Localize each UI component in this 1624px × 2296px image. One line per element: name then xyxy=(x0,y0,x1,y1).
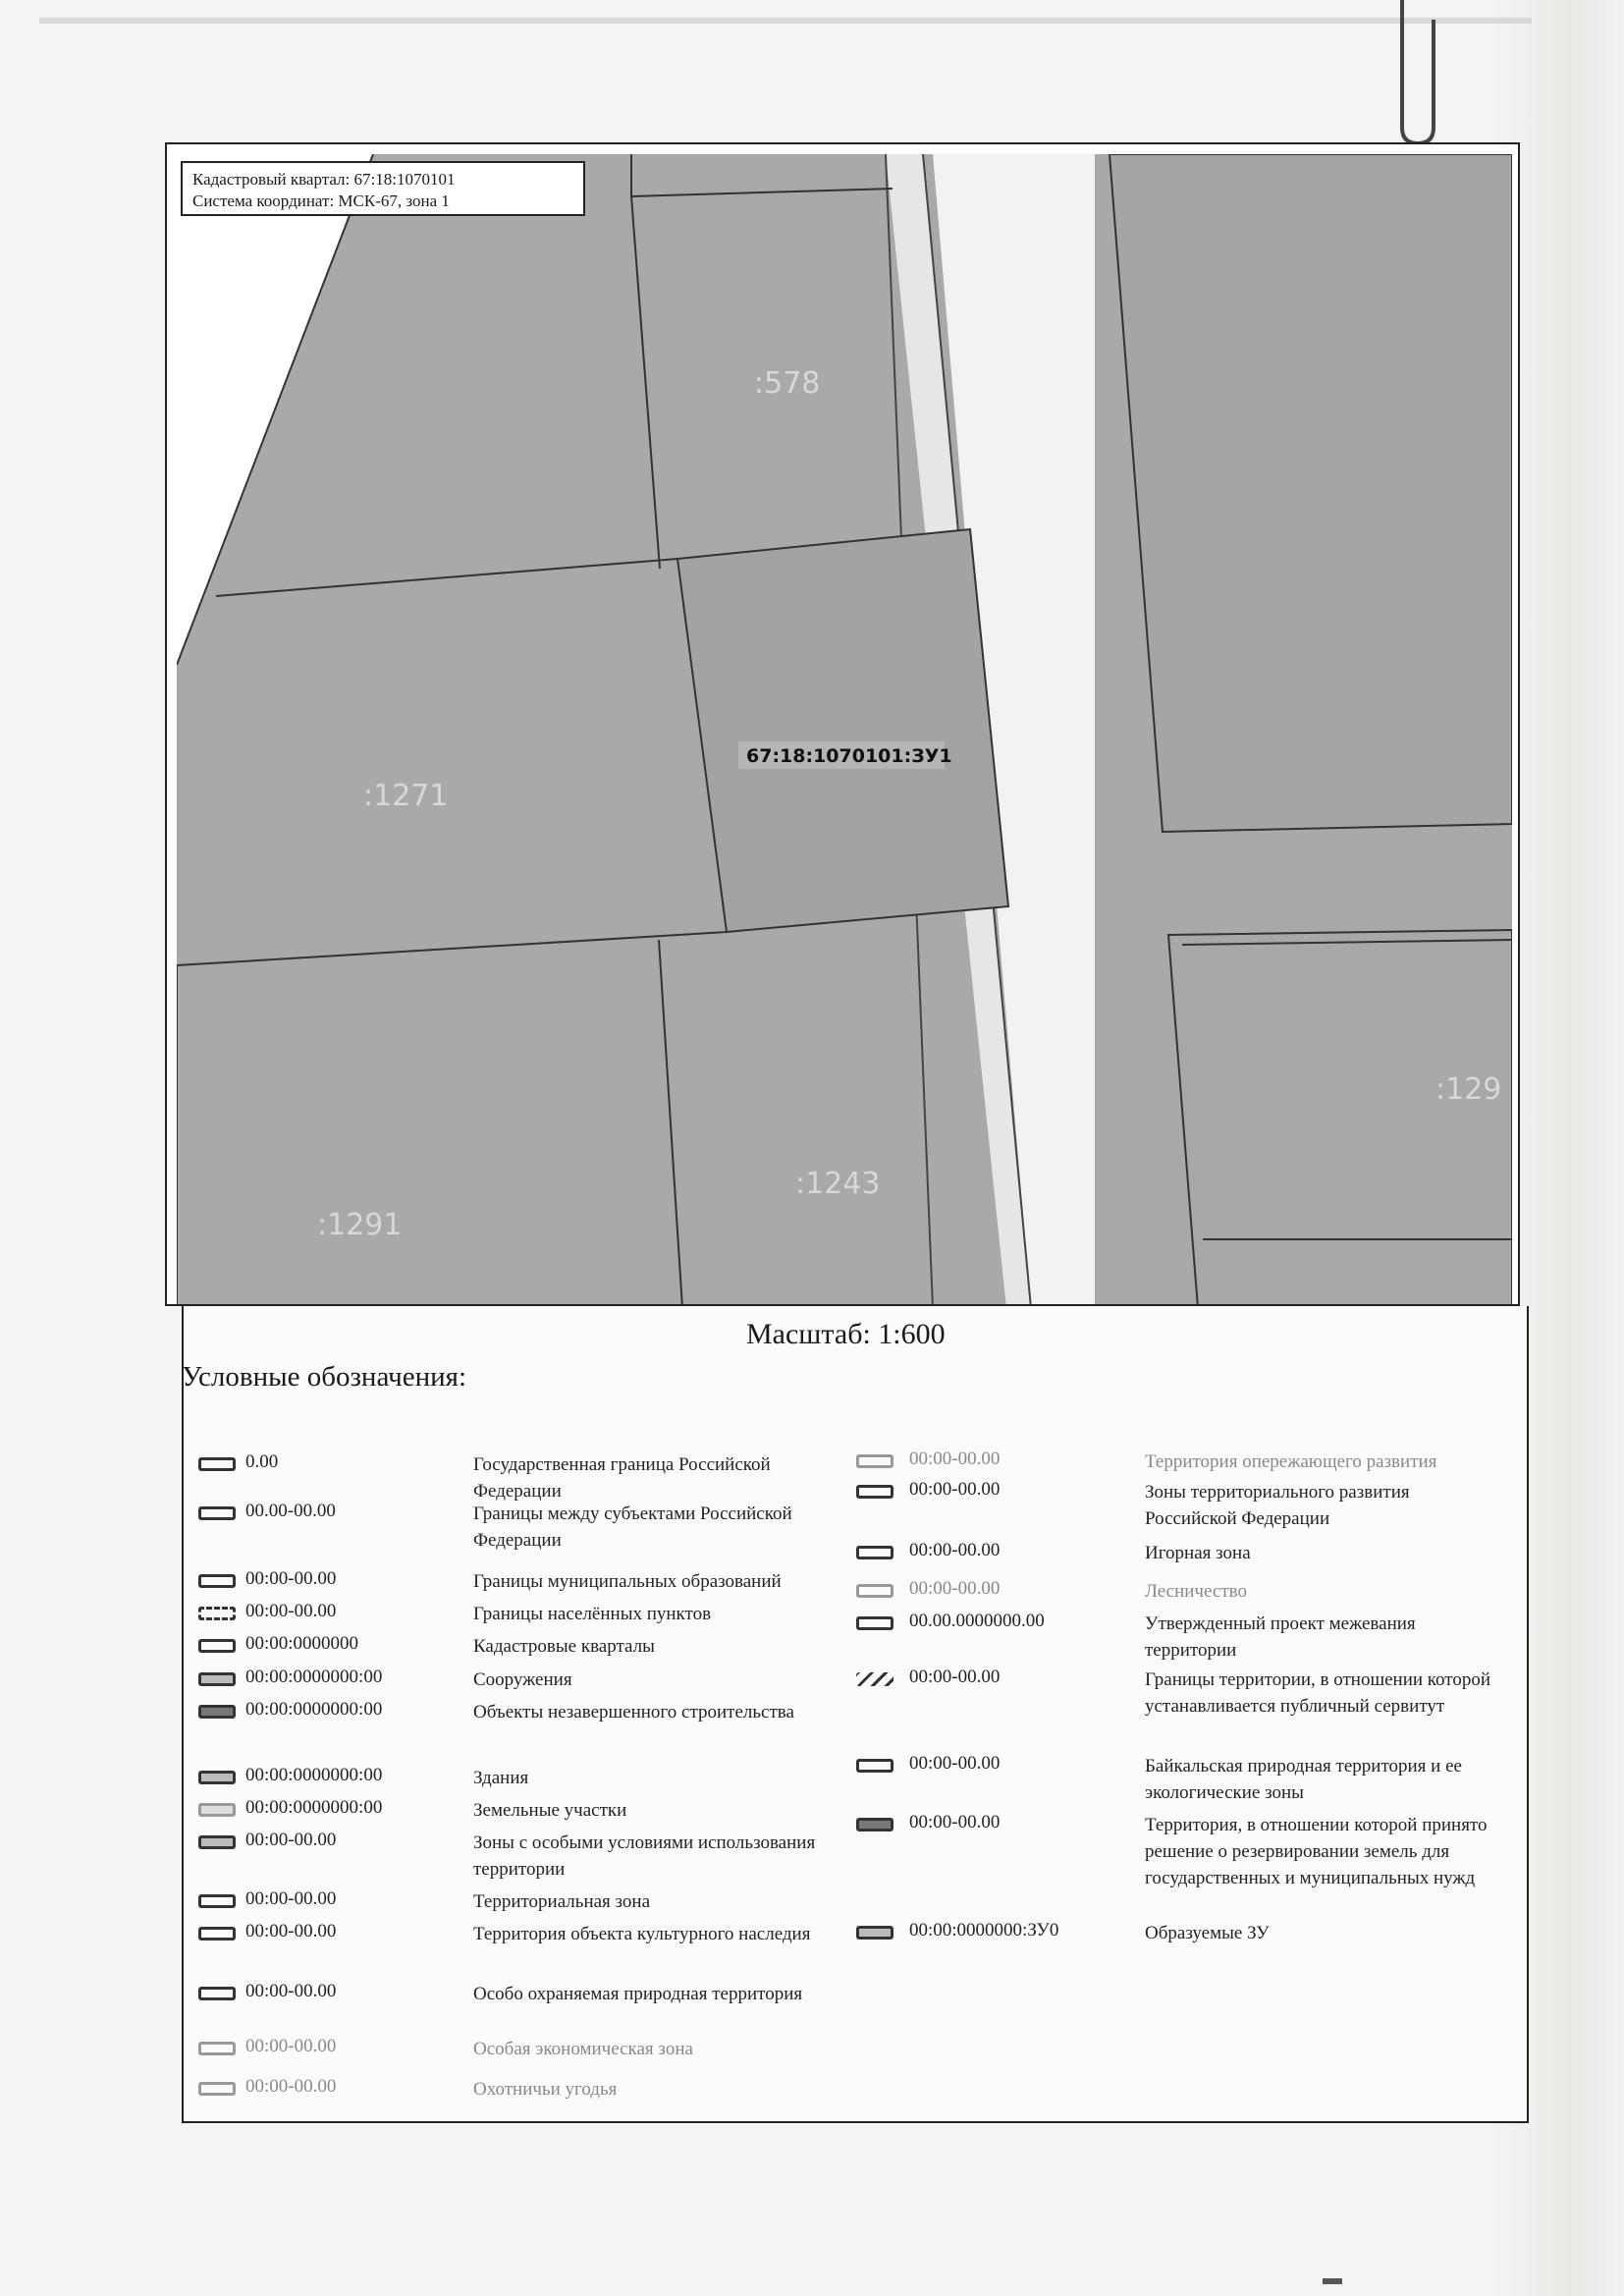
legend-symbol-icon xyxy=(198,1771,236,1784)
coords-text: Система координат: МСК-67, зона 1 xyxy=(192,191,450,210)
map-frame xyxy=(165,142,1520,1306)
legend-code: 00:00-00.00 xyxy=(909,1479,1001,1500)
legend-description: Кадастровые кварталы xyxy=(473,1636,655,1657)
legend-symbol-icon xyxy=(856,1546,893,1559)
legend-symbol-icon xyxy=(856,1818,893,1831)
legend-description: Территория опережающего развития xyxy=(1145,1451,1437,1472)
legend-symbol-icon xyxy=(856,1926,893,1940)
legend-code: 00:00-00.00 xyxy=(909,1540,1001,1560)
paper-edge xyxy=(39,18,1532,24)
legend-code: 00.00.0000000.00 xyxy=(909,1611,1045,1631)
legend-code: 00:00:0000000:00 xyxy=(245,1797,383,1818)
legend-code: 00:00-00.00 xyxy=(245,1981,337,2001)
legend-title: Условные обозначения: xyxy=(182,1361,467,1393)
legend-description: Границы территории, в отношении которой устанавливается публичный сервитут xyxy=(1145,1669,1491,1717)
legend-description: Зоны с особыми условиями использования территории xyxy=(473,1832,816,1880)
legend-description: Сооружения xyxy=(473,1669,572,1690)
legend-description: Особо охраняемая природная территория xyxy=(473,1984,803,2004)
legend-symbol-icon xyxy=(198,1705,236,1719)
scale-text: Масштаб: 1:600 xyxy=(746,1318,946,1350)
legend-symbol-icon xyxy=(198,1639,236,1653)
legend-symbol-icon xyxy=(198,1574,236,1588)
legend-description: Объекты незавершенного строительства xyxy=(473,1702,794,1722)
legend-code: 00:00-00.00 xyxy=(245,2036,337,2056)
legend-description: Байкальская природная территория и ее экологические зоны xyxy=(1145,1756,1462,1803)
legend-code: 00:00-00.00 xyxy=(245,2076,337,2097)
legend-code: 0.00 xyxy=(245,1451,279,1472)
legend-description: Охотничьи угодья xyxy=(473,2079,618,2100)
legend-code: 00:00-00.00 xyxy=(909,1578,1001,1599)
legend-code: 00:00-00.00 xyxy=(909,1667,1001,1687)
legend-symbol-icon xyxy=(198,1672,236,1686)
legend-description: Зоны территориального развития Российской Федерации xyxy=(1145,1482,1410,1529)
legend-code: 00:00:0000000:00 xyxy=(245,1765,383,1785)
legend-symbol-icon xyxy=(198,2042,236,2055)
legend-code: 00:00-00.00 xyxy=(245,1601,337,1621)
legend-code: 00:00-00.00 xyxy=(245,1568,337,1589)
legend-symbol-icon xyxy=(856,1485,893,1499)
legend-description: Государственная граница Российской Федерации xyxy=(473,1454,771,1502)
map-info-box xyxy=(181,161,585,216)
legend-description: Лесничество xyxy=(1145,1581,1247,1602)
parcel-label: :1243 xyxy=(795,1167,881,1201)
legend-description: Земельные участки xyxy=(473,1800,627,1821)
legend-symbol-icon xyxy=(856,1616,893,1630)
legend-symbol-icon xyxy=(198,1607,236,1620)
legend-description: Образуемые ЗУ xyxy=(1145,1923,1270,1943)
legend-symbol-icon xyxy=(198,1506,236,1520)
legend-symbol-icon xyxy=(198,1987,236,2000)
legend-symbol-icon xyxy=(198,1457,236,1471)
legend-code: 00:00-00.00 xyxy=(245,1921,337,1941)
scan-mark xyxy=(1323,2278,1342,2284)
legend-symbol-icon xyxy=(198,1835,236,1849)
legend-symbol-icon xyxy=(198,1927,236,1941)
legend-description: Особая экономическая зона xyxy=(473,2039,693,2059)
parcel-label: :1271 xyxy=(363,779,449,813)
legend-code: 00:00-00.00 xyxy=(245,1888,337,1909)
legend-symbol-icon xyxy=(198,1894,236,1908)
parcel-label: :129 xyxy=(1435,1072,1502,1107)
legend-code: 00:00:0000000 xyxy=(245,1633,359,1654)
legend-symbol-icon xyxy=(198,1803,236,1817)
legend-description: Утвержденный проект межевания территории xyxy=(1145,1613,1416,1661)
legend-description: Границы населённых пунктов xyxy=(473,1604,712,1624)
legend-symbol-icon xyxy=(856,1759,893,1773)
legend-description: Границы между субъектами Российской Федерации xyxy=(473,1503,792,1551)
legend-description: Территория объекта культурного наследия xyxy=(473,1924,811,1944)
new-parcel-label: 67:18:1070101:ЗУ1 xyxy=(746,745,952,767)
legend-code: 00:00:0000000:00 xyxy=(245,1667,383,1687)
legend-description: Территория, в отношении которой принято решение о резервировании земель для государственных и муниципальных нужд xyxy=(1145,1815,1488,1888)
parcel-label: :578 xyxy=(754,366,821,401)
legend-symbol-icon xyxy=(856,1584,893,1598)
quarter-text: Кадастровый квартал: 67:18:1070101 xyxy=(192,170,456,189)
legend-symbol-icon xyxy=(856,1672,893,1686)
legend-symbol-icon xyxy=(198,2082,236,2096)
legend-description: Территориальная зона xyxy=(473,1891,651,1912)
legend-code: 00:00-00.00 xyxy=(909,1812,1001,1832)
legend-description: Границы муниципальных образований xyxy=(473,1571,782,1592)
legend-code: 00.00-00.00 xyxy=(245,1501,336,1521)
legend-description: Игорная зона xyxy=(1145,1543,1251,1563)
paper-clip-icon xyxy=(1392,0,1443,147)
parcel-label: :1291 xyxy=(317,1208,403,1242)
cadastral-map xyxy=(177,154,1512,1306)
legend-code: 00:00-00.00 xyxy=(909,1753,1001,1774)
legend-code: 00:00:0000000:ЗУ0 xyxy=(909,1920,1059,1941)
legend-code: 00:00-00.00 xyxy=(909,1449,1001,1469)
legend-code: 00:00:0000000:00 xyxy=(245,1699,383,1720)
legend-code: 00:00-00.00 xyxy=(245,1830,337,1850)
legend-symbol-icon xyxy=(856,1454,893,1468)
legend-description: Здания xyxy=(473,1768,529,1788)
